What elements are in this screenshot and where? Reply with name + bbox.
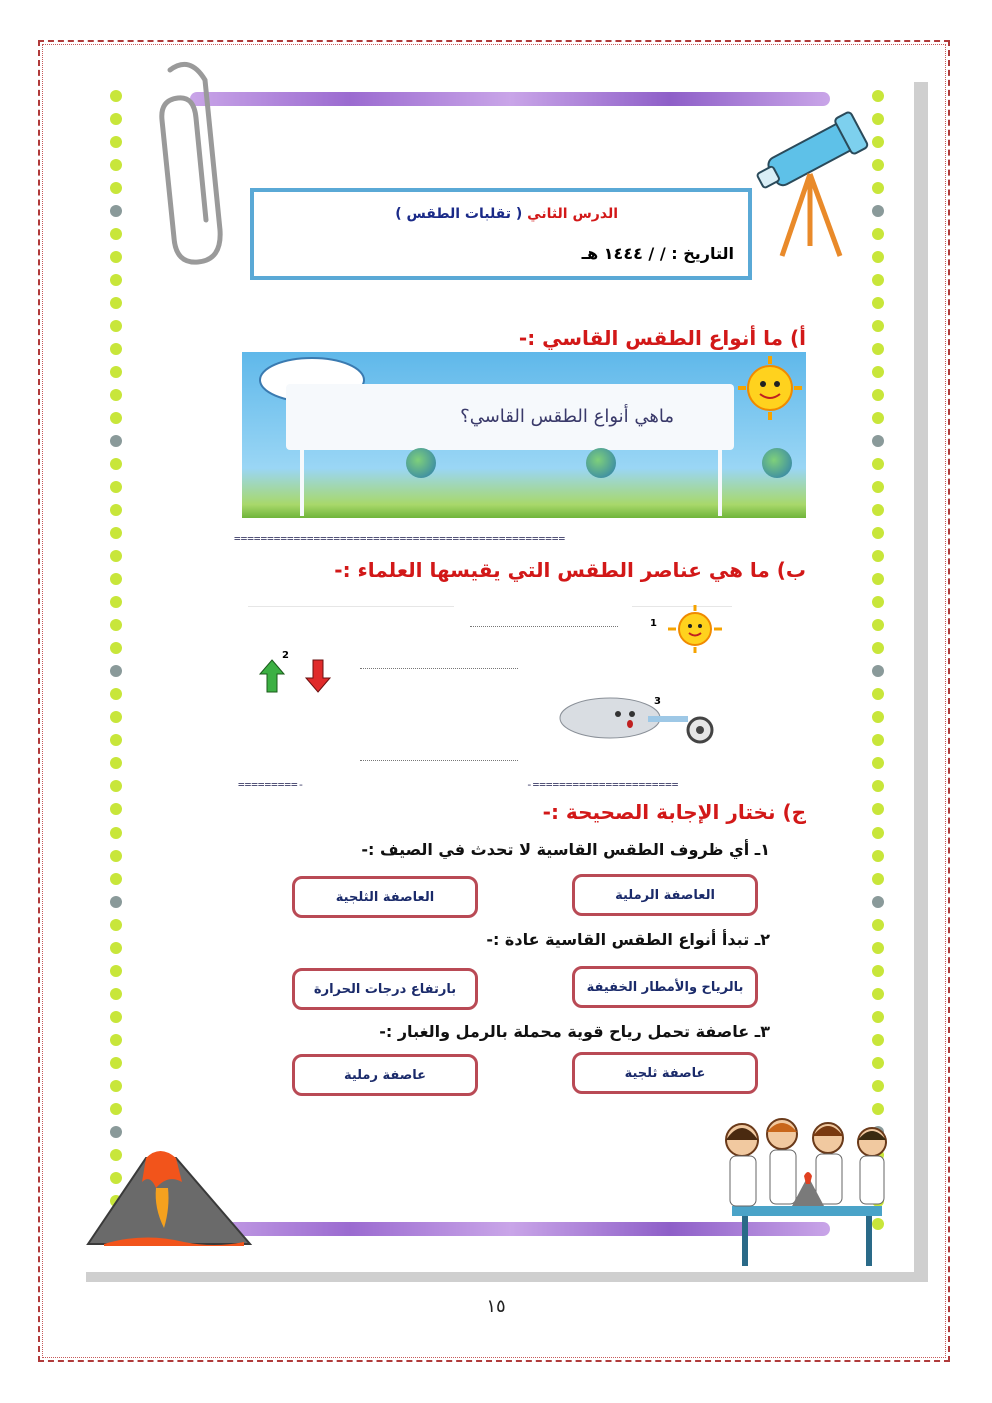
answer-option[interactable]: العاصفة الرملية (572, 874, 758, 916)
globe-icon (586, 448, 616, 478)
left-dot-column (110, 90, 124, 1230)
sun-icon (658, 604, 732, 654)
scientists-kids-illustration (712, 1114, 902, 1274)
answer-line (360, 760, 518, 761)
item-number: 2 (282, 650, 289, 661)
question-2: ٢ـ تبدأ أنواع الطقس القاسية عادة :- (486, 930, 770, 949)
telescope-icon (748, 96, 878, 266)
globe-icon (406, 448, 436, 478)
sun-icon (730, 354, 806, 424)
separator-left: =========- (238, 778, 305, 791)
banner-card (286, 384, 734, 450)
page-number: ١٥ (486, 1296, 506, 1317)
section-b-heading: ب) ما هي عناصر الطقس التي يقيسها العلماء :- (334, 558, 806, 582)
section-c-heading: ج) نختار الإجابة الصحيحة :- (542, 800, 806, 824)
answer-line (470, 626, 618, 627)
banner-question: ماهي أنواع الطقس القاسي؟ (460, 406, 674, 427)
globe-icon (762, 448, 792, 478)
question-1: ١ـ أي ظروف الطقس القاسية لا تحدث في الصيف :- (361, 840, 770, 859)
lesson-title-box (250, 188, 752, 280)
top-wave-decoration (190, 92, 830, 106)
answer-option[interactable]: عاصفة رملية (292, 1054, 478, 1096)
volcano-icon (84, 1138, 254, 1248)
item-number: 3 (654, 696, 661, 707)
answer-option[interactable]: بارتفاع درجات الحرارة (292, 968, 478, 1010)
lesson-title: الدرس الثاني ( تقلبات الطقس ) (395, 206, 618, 222)
banner-post-left (300, 450, 304, 516)
separator-right: -====================== (526, 778, 679, 791)
weather-banner (242, 352, 806, 518)
wind-cloud-icon (552, 692, 718, 744)
answer-line (360, 668, 518, 669)
banner-post-right (718, 450, 722, 516)
question-3: ٣ـ عاصفة تحمل رياح قوية محملة بالرمل والغبار :- (379, 1022, 770, 1041)
temperature-arrows-icon (256, 656, 336, 696)
section-a-heading: أ) ما أنواع الطقس القاسي :- (518, 326, 806, 350)
date-line: التاريخ : / / ١٤٤٤ هـ (581, 244, 734, 263)
answer-option[interactable]: عاصفة ثلجية (572, 1052, 758, 1094)
paperclip-icon (150, 60, 230, 270)
separator-long: ================================================== (234, 532, 566, 545)
answer-option[interactable]: بالرياح والأمطار الخفيفة (572, 966, 758, 1008)
faint-line (248, 606, 454, 607)
answer-option[interactable]: العاصفة الثلجية (292, 876, 478, 918)
item-number: 1 (650, 618, 657, 629)
